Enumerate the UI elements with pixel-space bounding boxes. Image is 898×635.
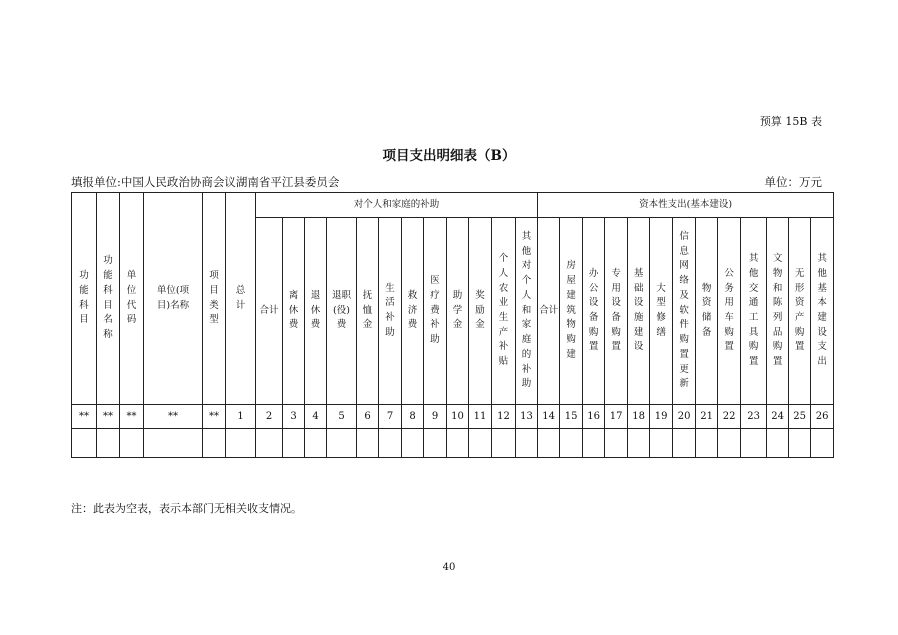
- col-office-equipment: 办公设备购置: [583, 218, 605, 405]
- col-intangible-assets: 无形资产购置: [789, 218, 811, 405]
- index-cell: **: [144, 405, 203, 429]
- empty-data-row: [72, 429, 834, 458]
- index-cell: 3: [283, 405, 305, 429]
- index-cell: 20: [673, 405, 696, 429]
- col-agri-subsidy: 个人农业生产补贴: [492, 218, 516, 405]
- col-special-equipment: 专用设备购置: [605, 218, 628, 405]
- col-infrastructure: 基础设施建设: [628, 218, 650, 405]
- empty-cell: [560, 429, 583, 458]
- index-cell: 14: [538, 405, 560, 429]
- col-unit-name: 单位(项目)名称: [144, 193, 203, 405]
- col-capital-subtotal: 合计: [538, 218, 560, 405]
- empty-cell: [327, 429, 357, 458]
- index-cell: 24: [767, 405, 789, 429]
- header-row-1: [72, 193, 834, 218]
- col-it-network: 信息网络及软件购置更新: [673, 218, 696, 405]
- empty-cell: [741, 429, 767, 458]
- empty-cell: [583, 429, 605, 458]
- group-personal-subsidy: 对个人和家庭的补助: [256, 193, 538, 218]
- page-number: 40: [442, 562, 456, 573]
- col-material-reserve: 物资储备: [696, 218, 718, 405]
- index-cell: 1: [226, 405, 256, 429]
- empty-cell: [789, 429, 811, 458]
- index-cell: 16: [583, 405, 605, 429]
- empty-cell: [718, 429, 741, 458]
- empty-cell: [628, 429, 650, 458]
- col-major-repair: 大型修缮: [650, 218, 673, 405]
- empty-cell: [226, 429, 256, 458]
- index-cell: **: [203, 405, 226, 429]
- index-cell: 4: [305, 405, 327, 429]
- col-pension: 抚恤金: [357, 218, 379, 405]
- col-medical: 医疗费补助: [424, 218, 447, 405]
- index-cell: 25: [789, 405, 811, 429]
- index-cell: **: [72, 405, 97, 429]
- index-cell: **: [97, 405, 120, 429]
- empty-cell: [469, 429, 492, 458]
- expenditure-table: [71, 192, 834, 458]
- page-title: 项目支出明细表（B）: [382, 148, 516, 164]
- empty-cell: [673, 429, 696, 458]
- index-cell: 11: [469, 405, 492, 429]
- index-cell: 23: [741, 405, 767, 429]
- empty-cell: [357, 429, 379, 458]
- empty-cell: [538, 429, 560, 458]
- empty-cell: [605, 429, 628, 458]
- empty-cell: [811, 429, 834, 458]
- index-row: [72, 405, 834, 429]
- col-building: 房屋建筑物购建: [560, 218, 583, 405]
- empty-cell: [283, 429, 305, 458]
- empty-cell: [696, 429, 718, 458]
- index-cell: 6: [357, 405, 379, 429]
- group-capital-expenditure: 资本性支出(基本建设): [538, 193, 834, 218]
- empty-cell: [256, 429, 283, 458]
- col-other-vehicle: 其他交通工具购置: [741, 218, 767, 405]
- col-function-code: 功能科目: [72, 193, 97, 405]
- col-total: 总计: [226, 193, 256, 405]
- col-living-allowance: 生活补助: [379, 218, 402, 405]
- filling-unit: 填报单位:中国人民政治协商会议湖南省平江县委员会: [71, 175, 340, 189]
- index-cell: 21: [696, 405, 718, 429]
- empty-cell: [97, 429, 120, 458]
- col-other-personal: 其他对个人和家庭的补助: [516, 218, 538, 405]
- index-cell: 22: [718, 405, 741, 429]
- col-retirement-cadre: 离休费: [283, 218, 305, 405]
- col-retirement: 退休费: [305, 218, 327, 405]
- col-unit-code: 单位代码: [120, 193, 144, 405]
- footnote: 注：此表为空表，表示本部门无相关收支情况。: [71, 502, 302, 515]
- col-cultural-relics: 文物和陈列品购置: [767, 218, 789, 405]
- empty-cell: [120, 429, 144, 458]
- empty-cell: [447, 429, 469, 458]
- empty-cell: [144, 429, 203, 458]
- empty-cell: [424, 429, 447, 458]
- index-cell: 8: [402, 405, 424, 429]
- index-cell: 18: [628, 405, 650, 429]
- index-cell: 5: [327, 405, 357, 429]
- empty-cell: [767, 429, 789, 458]
- index-cell: 2: [256, 405, 283, 429]
- col-relief: 救济费: [402, 218, 424, 405]
- empty-cell: [492, 429, 516, 458]
- index-cell: 15: [560, 405, 583, 429]
- col-other-construction: 其他基本建设支出: [811, 218, 834, 405]
- index-cell: 10: [447, 405, 469, 429]
- empty-cell: [650, 429, 673, 458]
- col-award: 奖励金: [469, 218, 492, 405]
- empty-cell: [203, 429, 226, 458]
- index-cell: 9: [424, 405, 447, 429]
- index-cell: 26: [811, 405, 834, 429]
- empty-cell: [402, 429, 424, 458]
- index-cell: 13: [516, 405, 538, 429]
- form-number: 预算 15B 表: [759, 115, 822, 128]
- col-personal-subtotal: 合计: [256, 218, 283, 405]
- index-cell: 12: [492, 405, 516, 429]
- col-official-vehicle: 公务用车购置: [718, 218, 741, 405]
- index-cell: 7: [379, 405, 402, 429]
- col-function-name: 功能科目名称: [97, 193, 120, 405]
- index-cell: 19: [650, 405, 673, 429]
- index-cell: 17: [605, 405, 628, 429]
- empty-cell: [379, 429, 402, 458]
- col-project-type: 项目类型: [203, 193, 226, 405]
- empty-cell: [516, 429, 538, 458]
- empty-cell: [305, 429, 327, 458]
- col-resignation: 退职(役)费: [327, 218, 357, 405]
- index-cell: **: [120, 405, 144, 429]
- currency-unit: 单位：万元: [764, 175, 822, 189]
- col-scholarship: 助学金: [447, 218, 469, 405]
- empty-cell: [72, 429, 97, 458]
